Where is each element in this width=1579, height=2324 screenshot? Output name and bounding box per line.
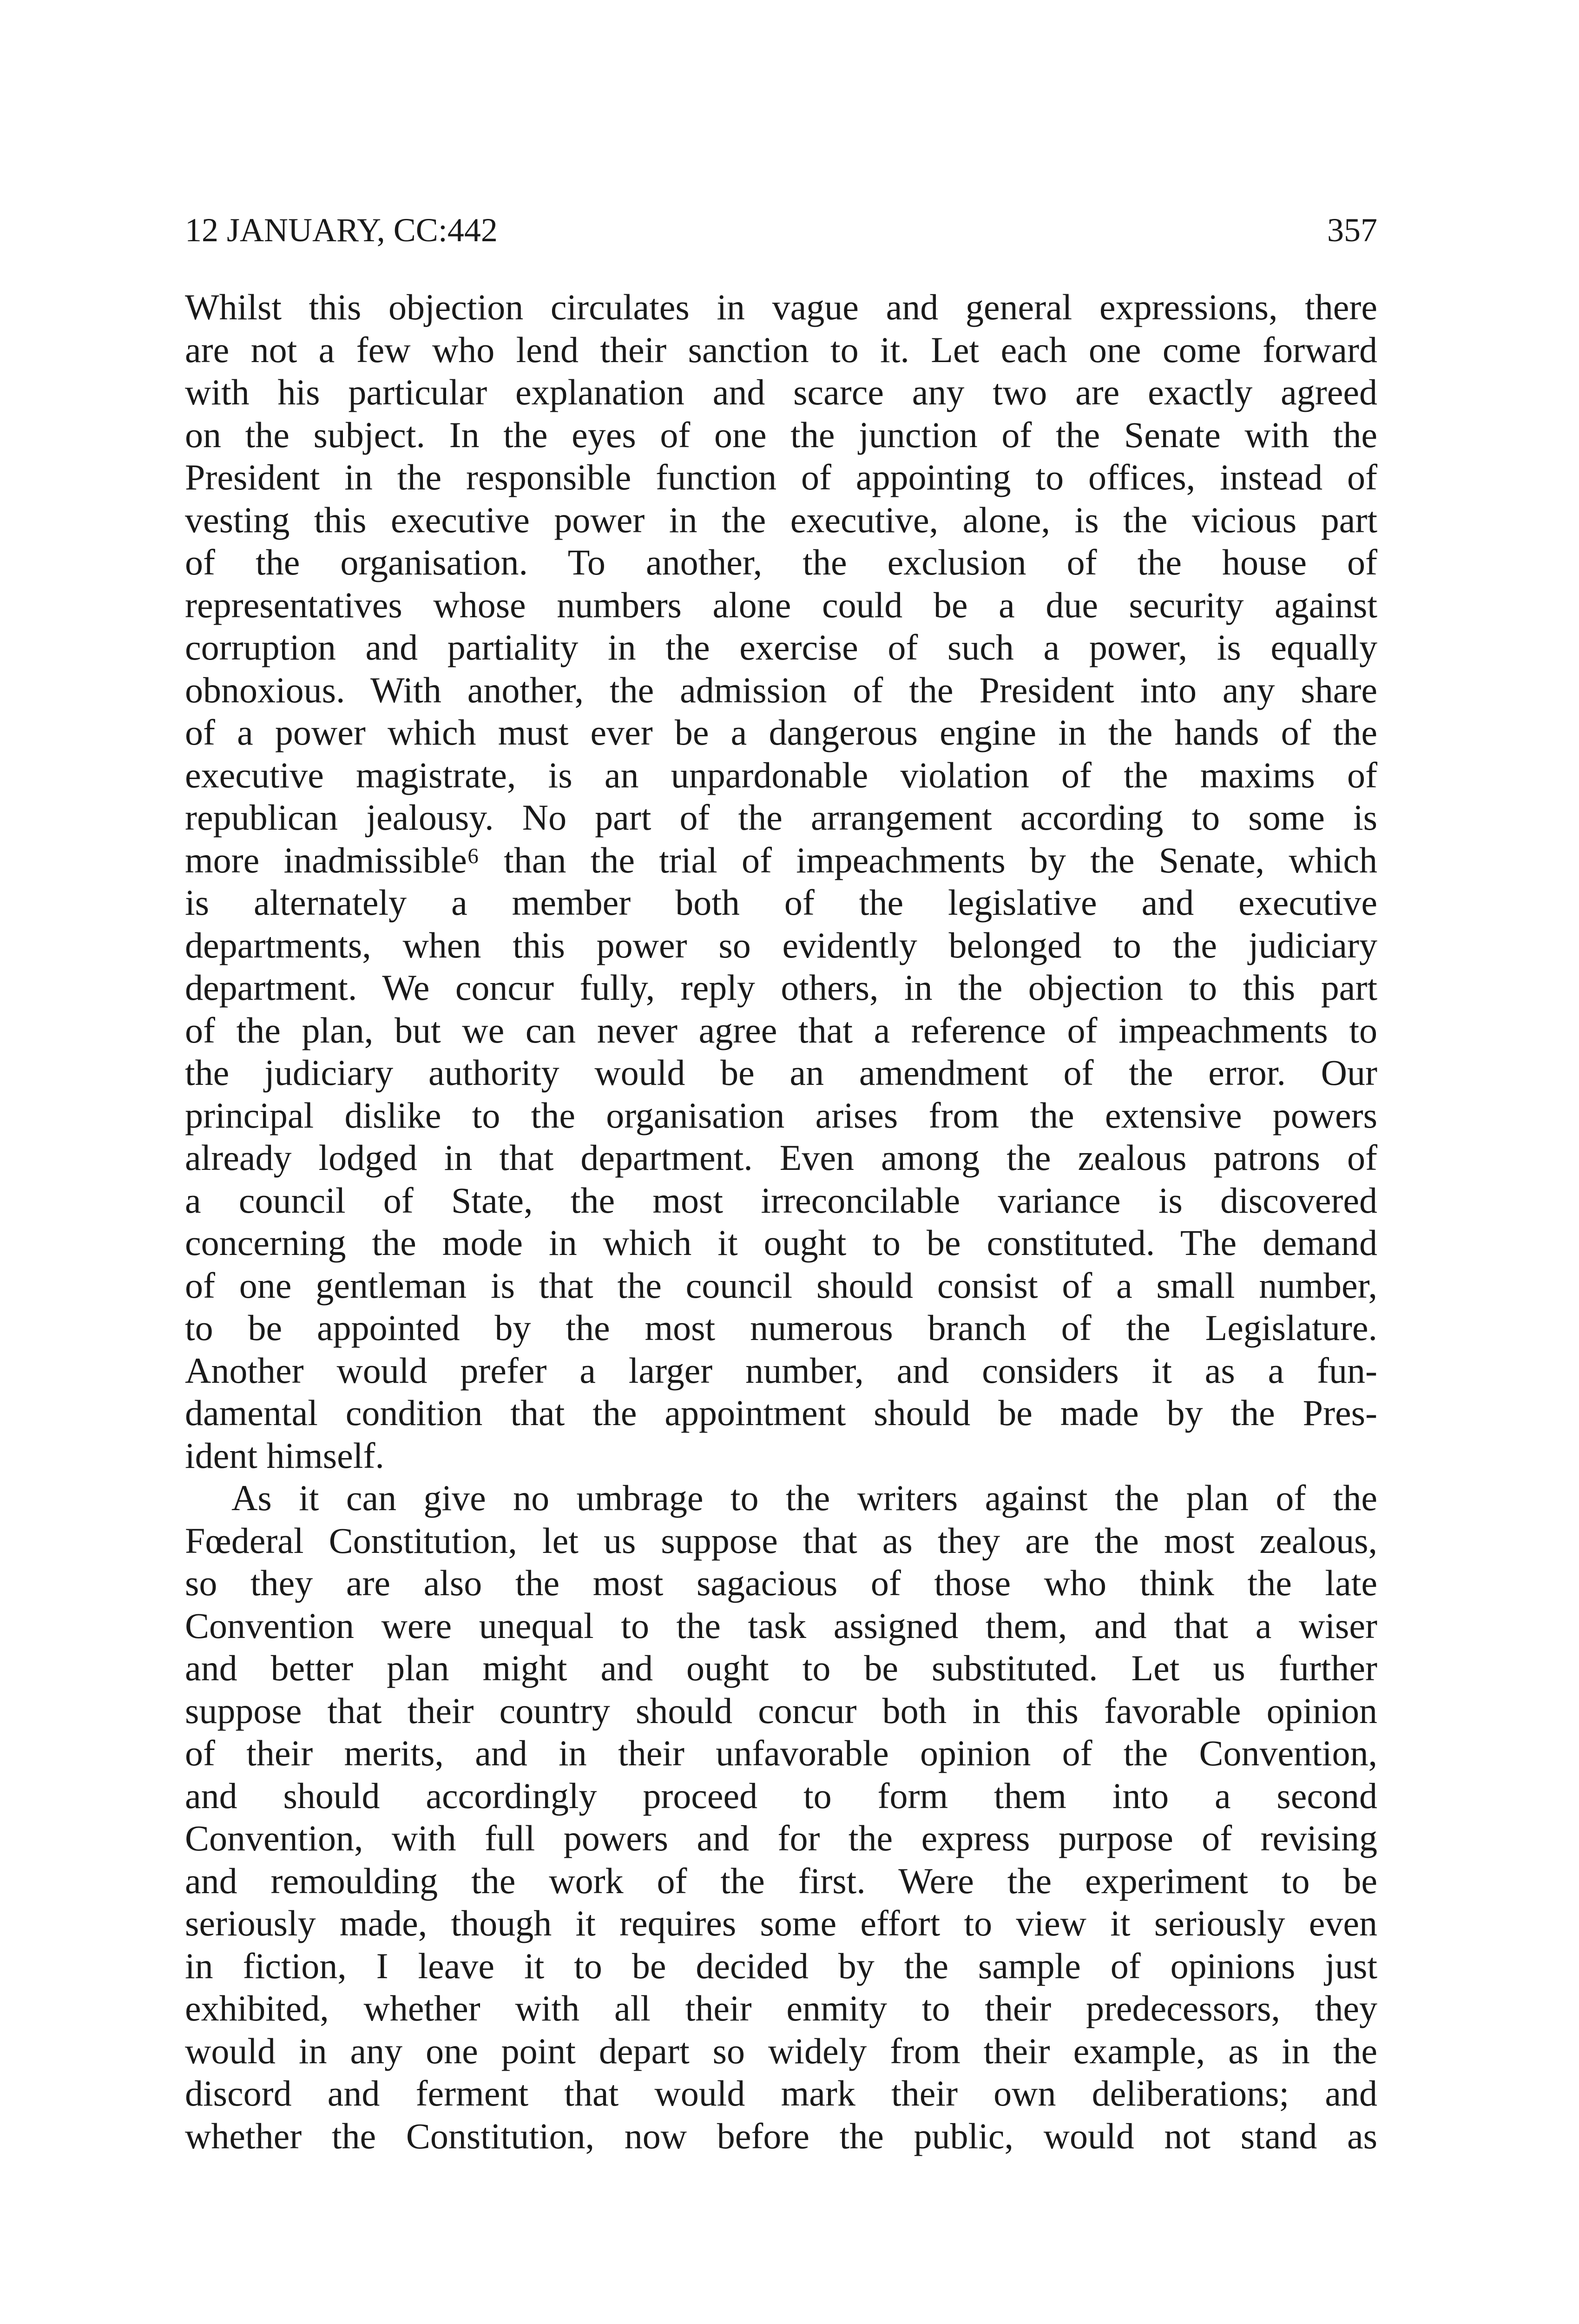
text-line: corruption and partiality in the exercise of such a power, is equally [185,627,1377,667]
text-line: whether the Constitution, now before the public, would not stand as [185,2115,1377,2156]
text-line: of a power which must ever be a dangerous engine in the hands of the [185,712,1377,753]
text-line: Another would prefer a larger number, and considers it as a fun- [185,1350,1377,1391]
text-line: a council of State, the most irreconcilable variance is discovered [185,1180,1377,1221]
text-line: in fiction, I leave it to be decided by the sample of opinions just [185,1945,1377,1986]
text-line: republican jealousy. No part of the arrangement according to some is [185,797,1377,838]
text-line: and remoulding the work of the first. Were the experiment to be [185,1860,1377,1901]
text-line: is alternately a member both of the legislative and executive [185,882,1377,923]
text-line: so they are also the most sagacious of those who think the late [185,1563,1377,1603]
text-line: of their merits, and in their unfavorable opinion of the Convention, [185,1733,1377,1773]
text-line: executive magistrate, is an unpardonable violation of the maxims of [185,754,1377,795]
text-line: already lodged in that department. Even among the zealous patrons of [185,1137,1377,1178]
text-line: representatives whose numbers alone could be a due security against [185,584,1377,625]
running-head-date-reference: 12 JANUARY, CC:442 [185,211,498,249]
text-line: seriously made, though it requires some effort to view it seriously even [185,1903,1377,1943]
text-line: principal dislike to the organisation arises from the extensive powers [185,1095,1377,1136]
text-line: to be appointed by the most numerous branch of the Legislature. [185,1307,1377,1348]
text-line: Convention were unequal to the task assigned them, and that a wiser [185,1605,1377,1646]
paragraph-2 [185,1477,1377,2157]
text-line: discord and ferment that would mark their own deliberations; and [185,2073,1377,2113]
text-line: As it can give no umbrage to the writers against the plan of the [231,1478,1377,1518]
running-head [185,205,1377,256]
page-number: 357 [1327,211,1377,249]
text-line: suppose that their country should concur both in this favorable opinion [185,1690,1377,1731]
text-line: departments, when this power so evidently belonged to the judiciary [185,924,1377,965]
text-line: Fœderal Constitution, let us suppose that as they are the most zealous, [185,1520,1377,1561]
text-line: of the organisation. To another, the exclusion of the house of [185,542,1377,582]
body-text [185,286,1377,2157]
text-line: with his particular explanation and scarce any two are exactly agreed [185,372,1377,412]
text-line: Whilst this objection circulates in vague and general expressions, there [185,287,1377,327]
text-line: exhibited, whether with all their enmity to their predecessors, they [185,1988,1377,2028]
text-line: are not a few who lend their sanction to it. Let each one come forward [185,329,1377,370]
text-line: on the subject. In the eyes of one the junction of the Senate with the [185,414,1377,455]
paragraph-1 [185,286,1377,1477]
text-line: of the plan, but we can never agree that a reference of impeachments to [185,1010,1377,1050]
text-line: and better plan might and ought to be substituted. Let us further [185,1648,1377,1688]
text-line: more inadmissible⁶ than the trial of impeachments by the Senate, which [185,839,1377,880]
text-line: would in any one point depart so widely from their example, as in the [185,2030,1377,2071]
text-line: department. We concur fully, reply others, in the objection to this part [185,967,1377,1008]
text-line: Convention, with full powers and for the express purpose of revising [185,1818,1377,1858]
text-line: and should accordingly proceed to form them into a second [185,1775,1377,1816]
text-line: concerning the mode in which it ought to be constituted. The demand [185,1222,1377,1263]
text-line: obnoxious. With another, the admission of the President into any share [185,669,1377,710]
text-line: of one gentleman is that the council should consist of a small number, [185,1265,1377,1306]
text-line: damental condition that the appointment should be made by the Pres- [185,1393,1377,1433]
text-line: President in the responsible function of appointing to offices, instead of [185,457,1377,497]
text-line: the judiciary authority would be an amendment of the error. Our [185,1052,1377,1093]
text-line: vesting this executive power in the executive, alone, is the vicious part [185,499,1377,540]
text-line: ident himself. [185,1435,384,1476]
